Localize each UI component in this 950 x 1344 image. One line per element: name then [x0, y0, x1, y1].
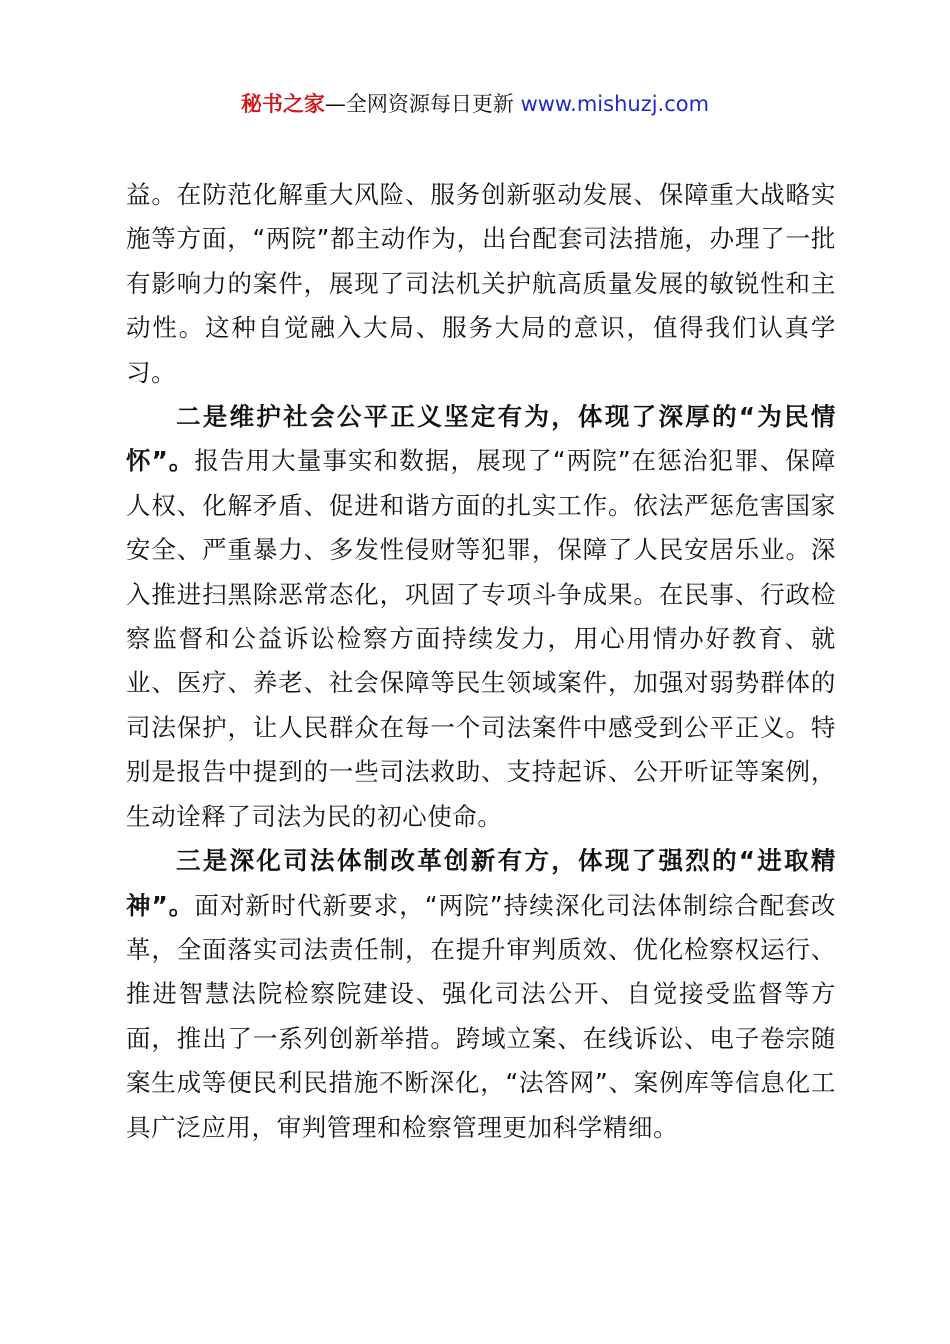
paragraph-text: 面对新时代新要求，“两院”持续深化司法体制综合配套改革，全面落实司法责任制，在提升审判质效、优化检察权运行、推进智慧法院检察院建设、强化司法公开、自觉接受监督等方面，推出了一系列创新举措。跨域立案、在线诉讼、电子卷宗随案生成等便民利民措施不断深化，“法答网”、案例库等信息化工具广泛应用，审判管理和检察管理更加科学精细。: [126, 890, 837, 1142]
site-url-link[interactable]: www.mishuzj.com: [520, 92, 710, 116]
paragraph-point-three: [126, 839, 836, 1150]
document-body: [126, 173, 836, 1150]
paragraph-point-two: [126, 395, 836, 839]
paragraph-heading: 三是深化司法体制改革创新有方，体现了强烈的“进取精神”。: [126, 846, 836, 920]
paragraph-text: 报告用大量事实和数据，展现了“两院”在惩治犯罪、保障人权、化解矛盾、促进和谐方面的扎实工作。依法严惩危害国家安全、严重暴力、多发性侵财等犯罪，保障了人民安居乐业。深入推进扫黑除恶常态化，巩固了专项斗争成果。在民事、行政检察监督和公益诉讼检察方面持续发力，用心用情办好教育、就业、医疗、养老、社会保障等民生领域案件，加强对弱势群体的司法保护，让人民群众在每一个司法案件中感受到公平正义。特别是报告中提到的一些司法救助、支持起诉、公开听证等案例，生动诠释了司法为民的初心使命。: [126, 446, 837, 831]
paragraph-heading: 二是维护社会公平正义坚定有为，体现了深厚的“为民情怀”。: [126, 402, 836, 476]
paragraph-text: 益。在防范化解重大风险、服务创新驱动发展、保障重大战略实施等方面，“两院”都主动作为，出台配套司法措施，办理了一批有影响力的案件，展现了司法机关护航高质量发展的敏锐性和主动性。这种自觉融入大局、服务大局的意识，值得我们认真学习。: [126, 180, 836, 387]
header-tagline: —全网资源每日更新: [324, 92, 514, 116]
brand-name: 秘书之家: [240, 92, 325, 116]
site-header: [0, 88, 950, 120]
paragraph-continuation: [126, 173, 836, 395]
